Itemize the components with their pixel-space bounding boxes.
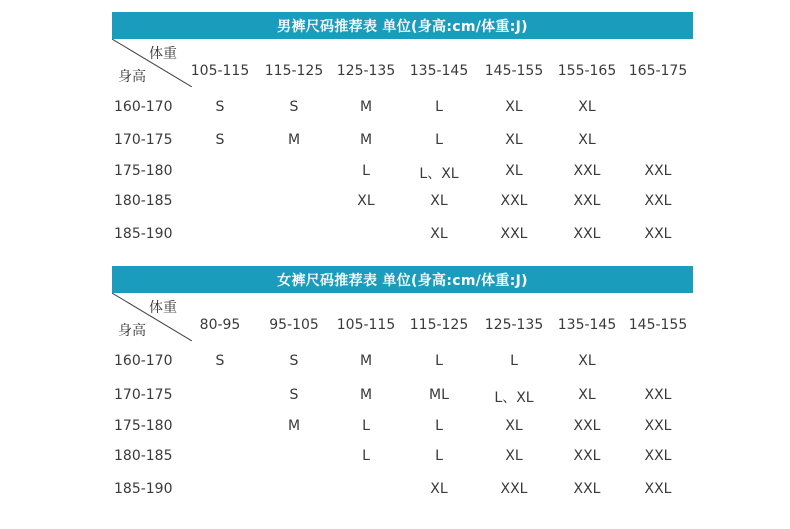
size-cell: XXL xyxy=(644,481,672,497)
size-cell: XXL xyxy=(573,418,601,434)
size-cell: XXL xyxy=(573,226,601,242)
size-cell: M xyxy=(359,99,373,115)
size-cell: M xyxy=(359,132,373,148)
size-cell: XXL xyxy=(573,448,601,464)
size-cell: XXL xyxy=(500,226,528,242)
women-table-title: 女裤尺码推荐表 单位(身高:cm/体重:J) xyxy=(112,266,693,293)
size-cell: L xyxy=(510,353,518,369)
height-row-label: 160-170 xyxy=(114,353,173,369)
height-row-label: 170-175 xyxy=(114,387,173,403)
size-cell: M xyxy=(359,387,373,403)
height-row-label: 185-190 xyxy=(114,226,173,242)
size-cell: XXL xyxy=(644,387,672,403)
size-cell: L、XL xyxy=(494,390,534,406)
size-cell: XL xyxy=(505,448,523,464)
size-cell: S xyxy=(215,132,225,148)
size-cell: XXL xyxy=(500,193,528,209)
size-cell: XXL xyxy=(644,226,672,242)
size-cell: L xyxy=(435,132,443,148)
size-cell: S xyxy=(289,387,299,403)
size-cell: XL xyxy=(357,193,375,209)
size-cell: XXL xyxy=(644,193,672,209)
size-cell: XXL xyxy=(500,481,528,497)
size-cell: XL xyxy=(430,481,448,497)
size-cell: S xyxy=(215,99,225,115)
size-cell: XL xyxy=(578,132,596,148)
weight-column-header: 115-125 xyxy=(409,317,469,333)
size-cell: L xyxy=(435,353,443,369)
size-cell: M xyxy=(287,132,301,148)
size-cell: M xyxy=(287,418,301,434)
height-row-label: 175-180 xyxy=(114,418,173,434)
size-cell: XL xyxy=(430,193,448,209)
corner-header xyxy=(112,293,192,341)
size-cell: XXL xyxy=(573,481,601,497)
weight-column-header: 145-155 xyxy=(484,63,544,79)
size-cell: XXL xyxy=(644,163,672,179)
weight-column-header: 145-155 xyxy=(628,317,688,333)
size-cell: S xyxy=(215,353,225,369)
size-cell: S xyxy=(289,353,299,369)
weight-column-header: 125-135 xyxy=(484,317,544,333)
size-cell: L xyxy=(362,418,370,434)
corner-weight-label: 体重 xyxy=(149,46,177,62)
size-cell: L xyxy=(362,163,370,179)
size-cell: ML xyxy=(429,387,449,403)
size-cell: XL xyxy=(578,387,596,403)
corner-height-label: 身高 xyxy=(118,323,146,339)
men-size-table xyxy=(112,12,693,252)
size-cell: XXL xyxy=(573,163,601,179)
height-row-label: 180-185 xyxy=(114,448,173,464)
weight-column-header: 135-145 xyxy=(409,63,469,79)
height-row-label: 160-170 xyxy=(114,99,173,115)
size-cell: XXL xyxy=(573,193,601,209)
corner-header xyxy=(112,39,192,87)
corner-weight-label: 体重 xyxy=(149,300,177,316)
weight-column-header: 115-125 xyxy=(264,63,324,79)
size-cell: S xyxy=(289,99,299,115)
corner-height-label: 身高 xyxy=(118,69,146,85)
size-cell: XL xyxy=(430,226,448,242)
women-size-table xyxy=(112,266,693,516)
height-row-label: 170-175 xyxy=(114,132,173,148)
size-cell: XL xyxy=(505,132,523,148)
weight-column-header: 125-135 xyxy=(336,63,396,79)
size-cell: XL xyxy=(578,353,596,369)
weight-column-header: 155-165 xyxy=(557,63,617,79)
weight-column-header: 135-145 xyxy=(557,317,617,333)
weight-column-header: 80-95 xyxy=(199,317,241,333)
height-row-label: 185-190 xyxy=(114,481,173,497)
size-cell: XL xyxy=(505,418,523,434)
size-cell: M xyxy=(359,353,373,369)
size-cell: XL xyxy=(505,99,523,115)
size-cell: L xyxy=(362,448,370,464)
weight-column-header: 105-115 xyxy=(336,317,396,333)
weight-column-header: 95-105 xyxy=(269,317,319,333)
size-cell: XL xyxy=(505,163,523,179)
weight-column-header: 105-115 xyxy=(190,63,250,79)
size-cell: L、XL xyxy=(419,166,459,182)
size-cell: XL xyxy=(578,99,596,115)
size-cell: L xyxy=(435,418,443,434)
size-cell: L xyxy=(435,448,443,464)
size-cell: XXL xyxy=(644,418,672,434)
weight-column-header: 165-175 xyxy=(628,63,688,79)
men-table-title: 男裤尺码推荐表 单位(身高:cm/体重:J) xyxy=(112,12,693,39)
height-row-label: 175-180 xyxy=(114,163,173,179)
size-cell: L xyxy=(435,99,443,115)
size-cell: XXL xyxy=(644,448,672,464)
height-row-label: 180-185 xyxy=(114,193,173,209)
